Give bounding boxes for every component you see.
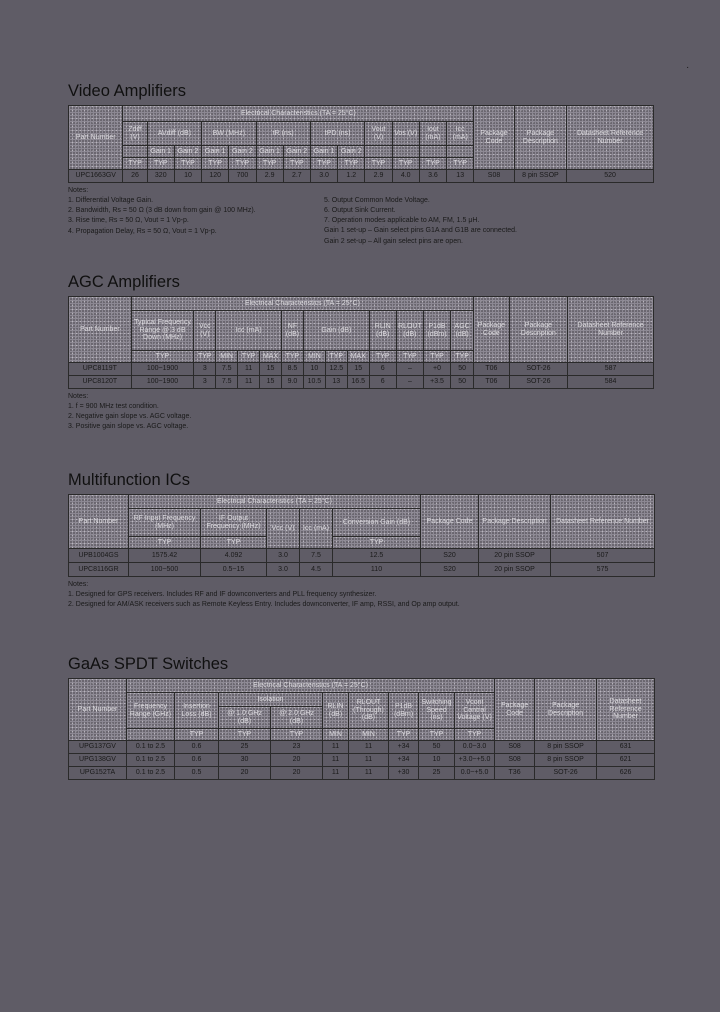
gaas-ref-number: 631 [597, 741, 655, 754]
gaas-sub: TYP [219, 729, 271, 741]
multi-value: 3.0 [267, 563, 300, 577]
video-typ: TYP [147, 158, 174, 170]
video-gain-label: Gain 2 [229, 146, 256, 158]
agc-sub: TYP [369, 351, 396, 363]
agc-col-header: Gain (dB) [303, 311, 369, 351]
gaas-value: 0.5 [175, 767, 219, 780]
video-gain-cell [419, 146, 446, 158]
multi-value: 0.5~15 [201, 563, 267, 577]
agc-value: +0 [423, 363, 450, 376]
agc-sub: TYP [282, 351, 304, 363]
video-part-number: UPC1663GV [69, 170, 123, 183]
agc-pkg-code: T06 [474, 376, 510, 389]
video-value: 2.9 [365, 170, 392, 183]
note-line: 1. f = 900 MHz test condition. [68, 403, 159, 411]
agc-pkg-desc: SOT-26 [509, 376, 567, 389]
agc-value: 6 [369, 363, 396, 376]
agc-sub: MAX [260, 351, 282, 363]
multi-part-header: Part Number [69, 495, 129, 549]
gaas-value: 0.0~3.0 [455, 741, 495, 754]
agc-freq-header: Typical Frequency Range @ 3 dB Down (MHz) [131, 311, 194, 351]
video-value: 1.2 [338, 170, 365, 183]
video-pkg-code: S08 [474, 170, 514, 183]
video-value: 320 [147, 170, 174, 183]
video-gain-label: Gain 2 [338, 146, 365, 158]
agc-value: 8.5 [282, 363, 304, 376]
video-value: 120 [202, 170, 229, 183]
gaas-p1db-header: P1dB (dBm) [389, 693, 419, 729]
agc-value: 10 [303, 363, 325, 376]
table-row [69, 563, 655, 577]
multi-ref-number: 575 [551, 563, 655, 577]
video-typ: TYP [419, 158, 446, 170]
agc-value: 13 [325, 376, 347, 389]
note-line: 1. Differential Voltage Gain. [68, 197, 154, 205]
agc-ref-number: 584 [568, 376, 654, 389]
agc-value: 9.0 [282, 376, 304, 389]
agc-sub: TYP [396, 351, 423, 363]
agc-value: 15 [260, 363, 282, 376]
video-col-header: tR (ns) [256, 122, 310, 146]
video-typ: TYP [338, 158, 365, 170]
note-line: 3. Rise time, Rs = 50 Ω, Vout = 1 Vp-p. [68, 217, 189, 225]
agc-desc-header: Package Description [509, 297, 567, 363]
video-col-header: Icc (mA) [447, 122, 474, 146]
agc-col-header: RLOUT (dB) [396, 311, 423, 351]
agc-sub: TYP [451, 351, 474, 363]
gaas-value: 20 [271, 754, 323, 767]
agc-value: 100~1900 [131, 363, 194, 376]
video-col-header: BW (MHz) [202, 122, 256, 146]
multi-pkg-desc: 20 pin SSOP [479, 563, 551, 577]
video-value: 3.0 [310, 170, 337, 183]
agc-value: 10.5 [303, 376, 325, 389]
agc-sub: TYP [238, 351, 260, 363]
note-line: Gain 2 set-up – All gain select pins are open. [324, 237, 463, 245]
gaas-sub: TYP [389, 729, 419, 741]
gaas-sub: TYP [175, 729, 219, 741]
note-line: 5. Output Common Mode Voltage. [324, 197, 430, 204]
agc-pkg-desc: SOT-26 [509, 363, 567, 376]
table-row [69, 170, 654, 183]
gaas-value: +34 [389, 754, 419, 767]
multi-col-header: IF Output Frequency (MHz) [201, 509, 267, 537]
agc-title: AGC Amplifiers [68, 273, 180, 291]
gaas-sub: TYP [419, 729, 455, 741]
agc-col-header: AGC (dB) [451, 311, 474, 351]
gaas-part-number: UPG138GV [69, 754, 127, 767]
multi-value: 100~500 [129, 563, 201, 577]
gaas-iso2-header: @ 2.0 GHz (dB) [271, 707, 323, 729]
gaas-sub: TYP [455, 729, 495, 741]
note-line: Notes: [68, 187, 89, 194]
agc-col-header: P1dB (dBm) [423, 311, 450, 351]
video-title: Video Amplifiers [68, 82, 187, 100]
video-part-header: Part Number [69, 106, 123, 170]
gaas-ref-number: 626 [597, 767, 655, 780]
gaas-sub: MIN [349, 729, 389, 741]
video-gain-cell [365, 146, 392, 158]
gaas-value: +34 [389, 741, 419, 754]
gaas-rlout-header: RLOUT (Through) (dB) [349, 693, 389, 729]
video-col-header: AVdiff (dB) [147, 122, 201, 146]
agc-pkg-header: Package Code [474, 297, 510, 363]
agc-part-header: Part Number [69, 297, 132, 363]
video-typ: TYP [392, 158, 419, 170]
video-col-header: Zdiff (V) [123, 122, 147, 146]
gaas-value: 11 [349, 767, 389, 780]
video-value: 2.9 [256, 170, 283, 183]
video-typ: TYP [365, 158, 392, 170]
multi-col-header: Icc (mA) [300, 509, 333, 549]
multi-value: 110 [333, 563, 421, 577]
video-typ: TYP [229, 158, 256, 170]
agc-sub: MAX [347, 351, 369, 363]
multi-pkg-desc: 20 pin SSOP [479, 549, 551, 563]
multi-pkg-code: S20 [421, 563, 479, 577]
gaas-value: 0.6 [175, 754, 219, 767]
gaas-value: 50 [419, 741, 455, 754]
multi-ref-header: Datasheet Reference Number [551, 495, 655, 549]
video-gain-label: Gain 1 [202, 146, 229, 158]
video-pkg-desc: 8 pin SSOP [514, 170, 566, 183]
multi-title: Multifunction ICs [68, 471, 190, 489]
gaas-conditions: Electrical Characteristics (TA = 25°C) [127, 679, 495, 693]
gaas-ref-header: Datasheet Reference Number [597, 679, 655, 741]
note-line: Notes: [68, 393, 89, 400]
agc-col-header: Vcc (V) [194, 311, 216, 351]
video-value: 700 [229, 170, 256, 183]
agc-value: 15 [260, 376, 282, 389]
gaas-value: 20 [271, 767, 323, 780]
gaas-value: 11 [323, 767, 349, 780]
table-row [69, 767, 655, 780]
page-mark: · [686, 62, 690, 73]
gaas-value: 11 [349, 754, 389, 767]
gaas-value: 11 [323, 754, 349, 767]
agc-value: 12.5 [325, 363, 347, 376]
agc-sub: TYP [423, 351, 450, 363]
agc-value: – [396, 363, 423, 376]
gaas-rlin-header: RLIN (dB) [323, 693, 349, 729]
video-desc-header: Package Description [514, 106, 566, 170]
agc-value: 50 [451, 363, 474, 376]
multi-pkg-header: Package Code [421, 495, 479, 549]
agc-value: 15 [347, 363, 369, 376]
video-gain-label: Gain 2 [174, 146, 201, 158]
multi-value: 4.5 [300, 563, 333, 577]
video-col-header: Vout (V) [365, 122, 392, 146]
video-gain-label: Gain 1 [147, 146, 174, 158]
gaas-sub: MIN [323, 729, 349, 741]
note-line: Gain 1 set-up – Gain select pins G1A and G1B are connected. [324, 227, 518, 235]
agc-ref-header: Datasheet Reference Number [568, 297, 654, 363]
gaas-switches-section [68, 655, 654, 780]
video-gain-cell [123, 146, 147, 158]
video-ref-header: Datasheet Reference Number [567, 106, 654, 170]
agc-sub: MIN [216, 351, 238, 363]
multi-table [68, 494, 655, 577]
agc-col-header: NF (dB) [282, 311, 304, 351]
agc-col-header: Icc (mA) [216, 311, 282, 351]
gaas-pkg-code: S08 [495, 754, 535, 767]
agc-part-number: UPC8119T [69, 363, 132, 376]
agc-value: 7.5 [216, 376, 238, 389]
gaas-pkg-code: S08 [495, 741, 535, 754]
multi-pkg-code: S20 [421, 549, 479, 563]
video-gain-label: Gain 2 [283, 146, 310, 158]
table-row [69, 754, 655, 767]
table-row [69, 376, 654, 389]
multi-col-header: Vcc (V) [267, 509, 300, 549]
agc-col-header: RLIN (dB) [369, 311, 396, 351]
multi-sub: TYP [201, 537, 267, 549]
agc-conditions: Electrical Characteristics (TA = 25°C) [131, 297, 474, 311]
video-col-header: Vos (V) [392, 122, 419, 146]
multifunction-ics-section [68, 471, 654, 610]
video-notes [68, 186, 654, 247]
agc-value: 3 [194, 376, 216, 389]
video-amplifiers-section [68, 82, 654, 247]
gaas-value: 0.0~+5.0 [455, 767, 495, 780]
multi-notes [68, 580, 654, 610]
multi-ref-number: 507 [551, 549, 655, 563]
agc-sub: MIN [303, 351, 325, 363]
video-value: 10 [174, 170, 201, 183]
gaas-value: +3.0~+5.0 [455, 754, 495, 767]
gaas-pkg-desc: 8 pin SSOP [535, 754, 597, 767]
multi-value: 12.5 [333, 549, 421, 563]
gaas-part-number: UPG137GV [69, 741, 127, 754]
gaas-sub [127, 729, 175, 741]
agc-table [68, 296, 654, 389]
gaas-pkg-desc: SOT-26 [535, 767, 597, 780]
note-line: 7. Operation modes applicable to AM, FM, 1.5 μH. [324, 217, 480, 225]
video-value: 3.6 [419, 170, 446, 183]
multi-col-header: RF Input Frequency (MHz) [129, 509, 201, 537]
agc-value: +3.5 [423, 376, 450, 389]
gaas-value: 0.6 [175, 741, 219, 754]
video-col-header: tPD (ns) [310, 122, 364, 146]
agc-value: 100~1900 [131, 376, 194, 389]
agc-value: 3 [194, 363, 216, 376]
gaas-vcont-header: Vcont Control Voltage (V) [455, 693, 495, 729]
multi-sub: TYP [333, 537, 421, 549]
multi-value: 4.092 [201, 549, 267, 563]
gaas-pkg-desc: 8 pin SSOP [535, 741, 597, 754]
video-typ: TYP [202, 158, 229, 170]
video-pkg-header: Package Code [474, 106, 514, 170]
table-row [69, 549, 655, 563]
gaas-part-header: Part Number [69, 679, 127, 741]
video-value: 4.0 [392, 170, 419, 183]
gaas-value: 11 [349, 741, 389, 754]
gaas-value: 23 [271, 741, 323, 754]
agc-value: – [396, 376, 423, 389]
note-line: 2. Bandwidth, Rs = 50 Ω (3 dB down from gain @ 100 MHz). [68, 207, 256, 215]
gaas-value: 30 [219, 754, 271, 767]
note-line: 2. Designed for AM/ASK receivers such as Remote Keyless Entry. Includes downconverter, IF amp, RSSI, and Op amp output. [68, 601, 460, 609]
video-value: 13 [447, 170, 474, 183]
agc-notes [68, 392, 654, 433]
gaas-pkg-header: Package Code [495, 679, 535, 741]
video-typ: TYP [310, 158, 337, 170]
multi-value: 1575.42 [129, 549, 201, 563]
gaas-value: 11 [323, 741, 349, 754]
gaas-value: 20 [219, 767, 271, 780]
gaas-part-number: UPG152TA [69, 767, 127, 780]
gaas-value: 0.1 to 2.5 [127, 767, 175, 780]
gaas-freq-header: Frequency Range (GHz) [127, 693, 175, 729]
gaas-value: +30 [389, 767, 419, 780]
gaas-sub: TYP [271, 729, 323, 741]
multi-value: 3.0 [267, 549, 300, 563]
video-value: 26 [123, 170, 147, 183]
multi-part-number: UPB1004GS [69, 549, 129, 563]
gaas-desc-header: Package Description [535, 679, 597, 741]
gaas-value: 0.1 to 2.5 [127, 754, 175, 767]
agc-value: 6 [369, 376, 396, 389]
gaas-value: 25 [219, 741, 271, 754]
agc-sub: TYP [131, 351, 194, 363]
video-gain-label: Gain 1 [310, 146, 337, 158]
note-line: Notes: [68, 581, 89, 588]
video-gain-cell [447, 146, 474, 158]
agc-value: 11 [238, 363, 260, 376]
video-typ: TYP [174, 158, 201, 170]
agc-value: 11 [238, 376, 260, 389]
video-col-header: Iout (mA) [419, 122, 446, 146]
video-gain-cell [392, 146, 419, 158]
table-row [69, 363, 654, 376]
gaas-pkg-code: T36 [495, 767, 535, 780]
gaas-value: 0.1 to 2.5 [127, 741, 175, 754]
multi-col-header: Conversion Gain (dB) [333, 509, 421, 537]
gaas-ins-header: Insertion Loss (dB) [175, 693, 219, 729]
agc-value: 16.5 [347, 376, 369, 389]
gaas-speed-header: Switching Speed (ns) [419, 693, 455, 729]
gaas-iso1-header: @ 1.0 GHz (dB) [219, 707, 271, 729]
video-typ: TYP [447, 158, 474, 170]
multi-value: 7.5 [300, 549, 333, 563]
agc-part-number: UPC8120T [69, 376, 132, 389]
video-typ: TYP [123, 158, 147, 170]
note-line: 1. Designed for GPS receivers. Includes RF and IF downconverters and PLL frequency synthesizer. [68, 591, 377, 599]
gaas-ref-number: 621 [597, 754, 655, 767]
agc-value: 7.5 [216, 363, 238, 376]
multi-conditions: Electrical Characteristics (TA = 25°C) [129, 495, 421, 509]
table-row [69, 741, 655, 754]
gaas-iso-header: Isolation [219, 693, 323, 707]
multi-part-number: UPC8116GR [69, 563, 129, 577]
video-typ: TYP [283, 158, 310, 170]
multi-desc-header: Package Description [479, 495, 551, 549]
agc-value: 50 [451, 376, 474, 389]
video-typ: TYP [256, 158, 283, 170]
multi-sub: TYP [129, 537, 201, 549]
gaas-value: 25 [419, 767, 455, 780]
video-gain-label: Gain 1 [256, 146, 283, 158]
note-line: 2. Negative gain slope vs. AGC voltage. [68, 413, 192, 421]
agc-ref-number: 587 [568, 363, 654, 376]
video-conditions: Electrical Characteristics (TA = 25°C) [123, 106, 474, 122]
gaas-table [68, 678, 655, 780]
note-line: 6. Output Sink Current. [324, 207, 396, 215]
video-table [68, 105, 654, 183]
gaas-title: GaAs SPDT Switches [68, 655, 229, 673]
note-line: 3. Positive gain slope vs. AGC voltage. [68, 423, 189, 431]
agc-sub: TYP [325, 351, 347, 363]
gaas-value: 10 [419, 754, 455, 767]
note-line: 4. Propagation Delay, Rs = 50 Ω, Vout = 1 Vp-p. [68, 227, 217, 235]
agc-sub: TYP [194, 351, 216, 363]
agc-amplifiers-section [68, 273, 654, 433]
video-value: 2.7 [283, 170, 310, 183]
video-ref-number: 520 [567, 170, 654, 183]
agc-pkg-code: T06 [474, 363, 510, 376]
